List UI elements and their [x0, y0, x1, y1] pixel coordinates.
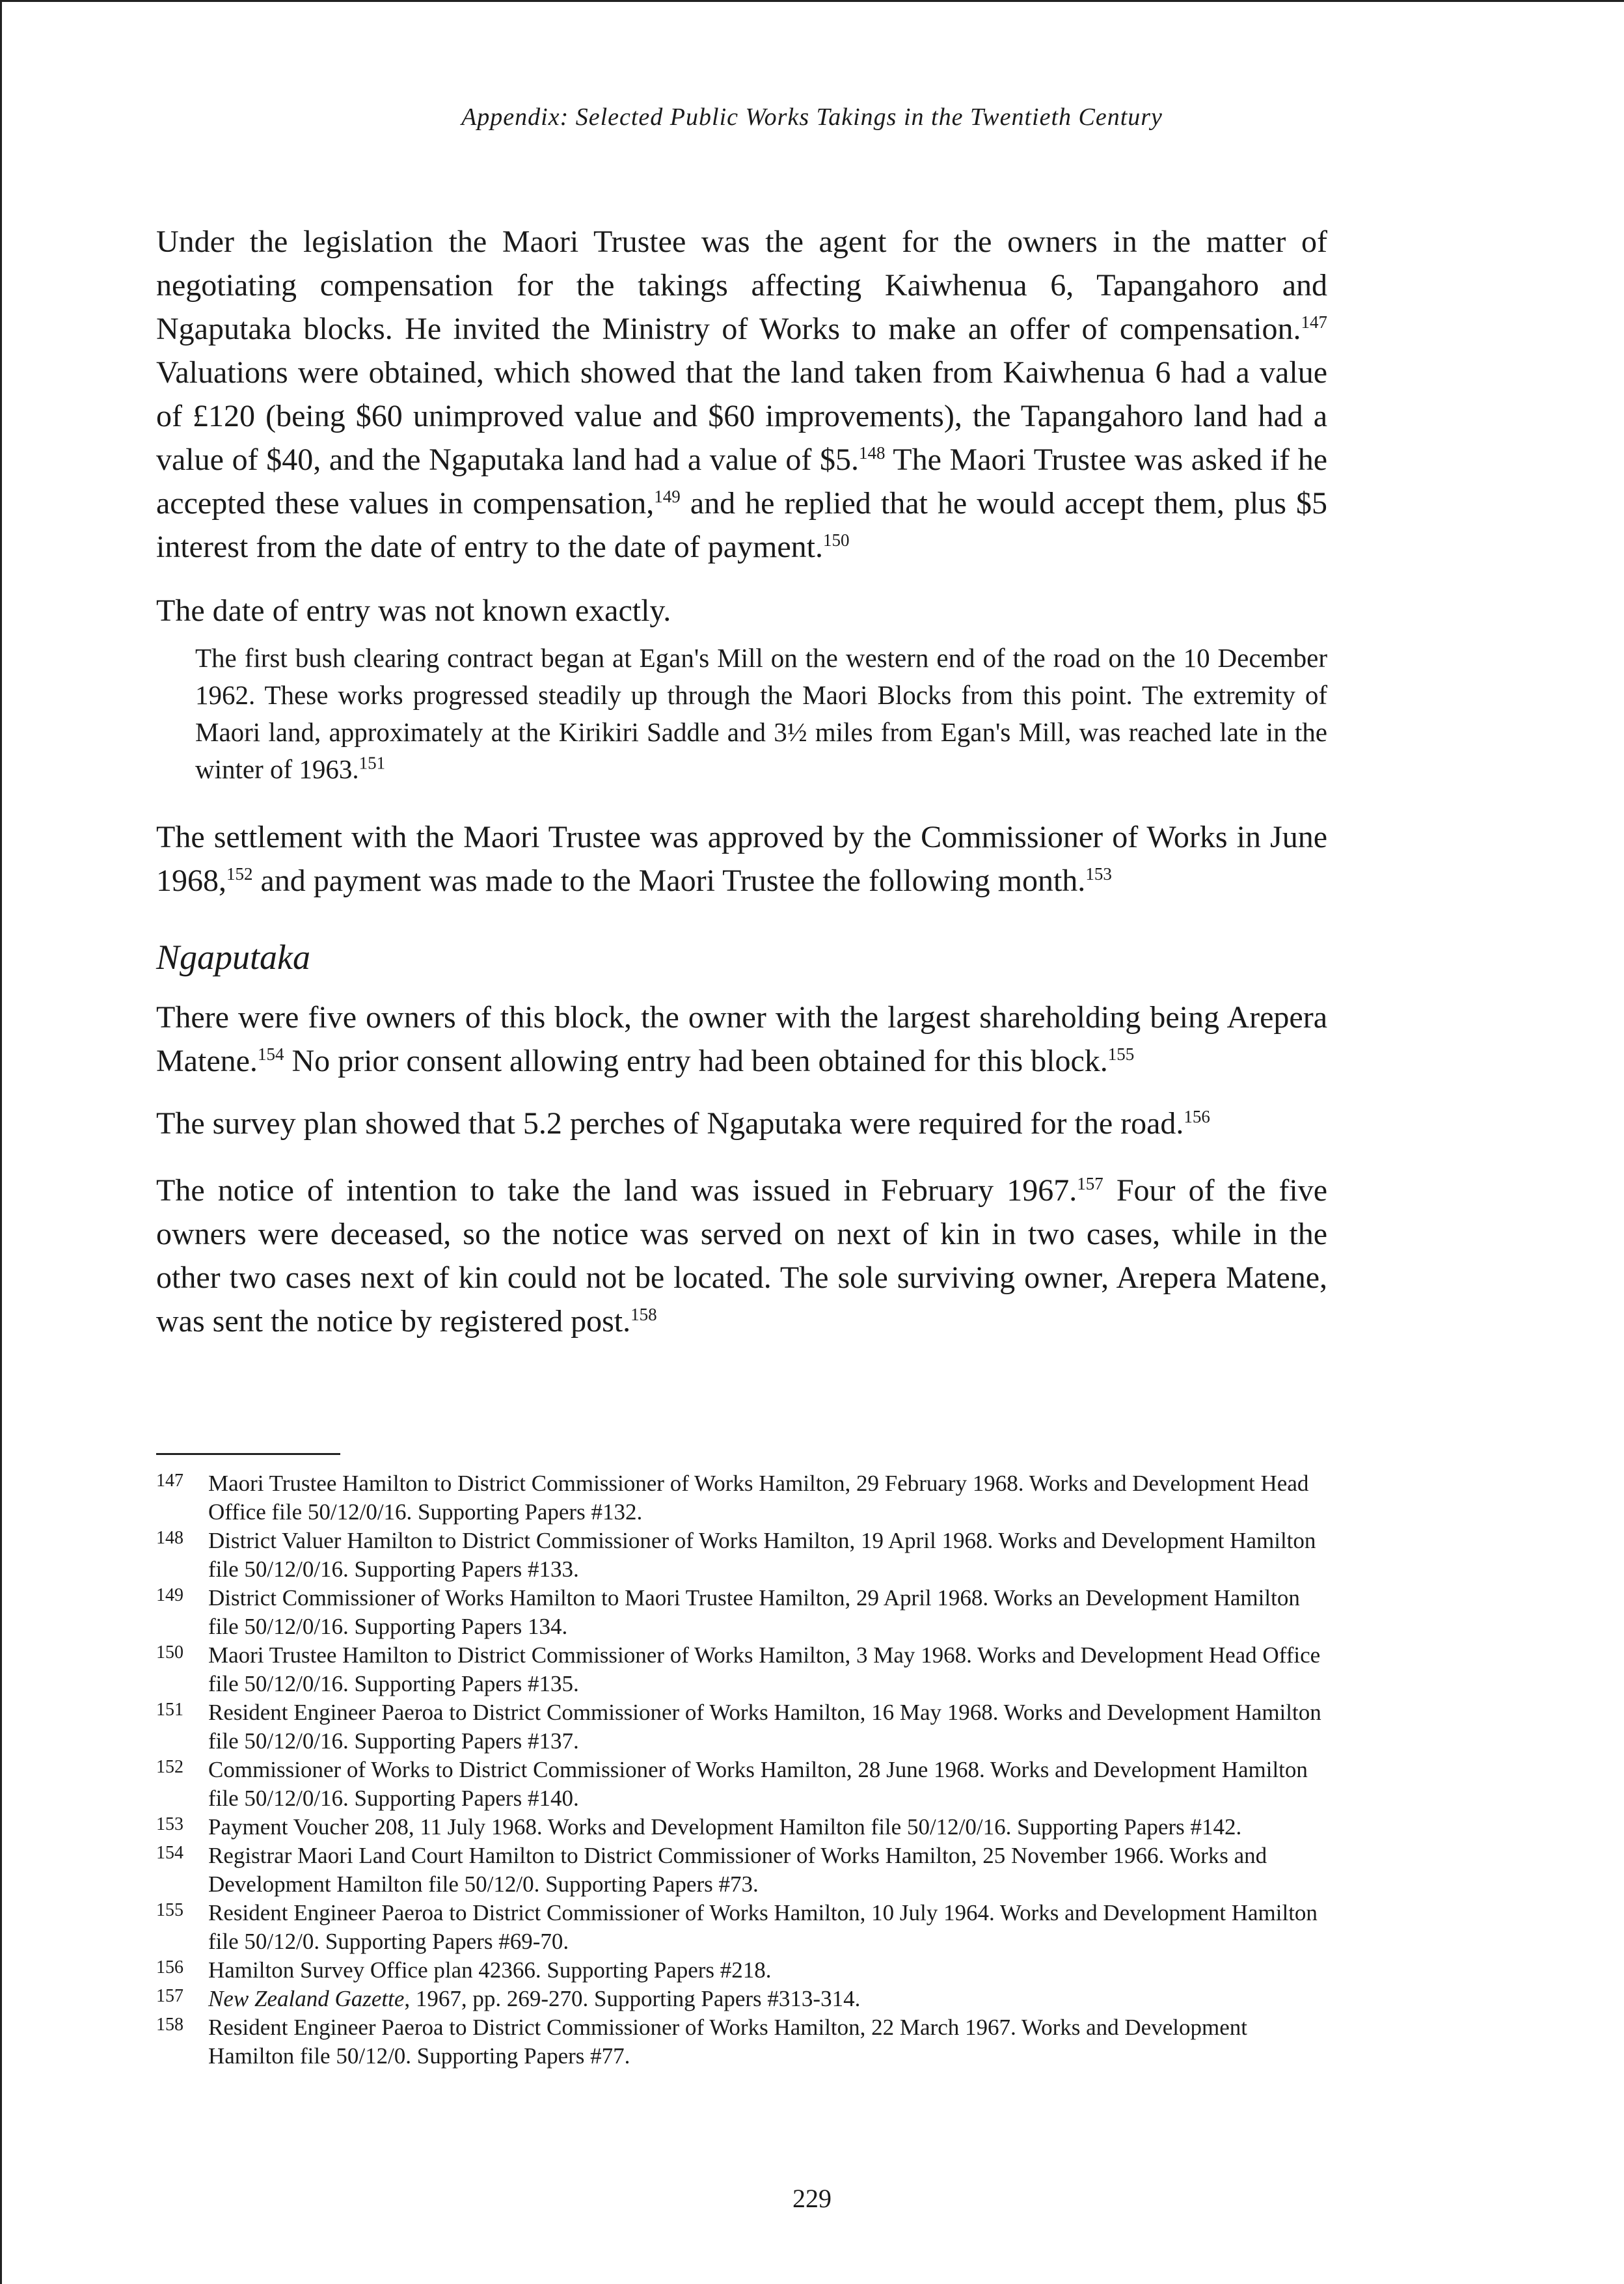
p1-text-b: Valuations were obtained, which showed that the land taken from Kaiwhenua 6 had a value of £120 (being $60 unimproved value and $60 improvements), the Tapangahoro land had a value of $40, and the Ngaputaka land had a value of $5. [156, 355, 1327, 477]
p5-text-a: The survey plan showed that 5.2 perches of Ngaputaka were required for the road. [156, 1106, 1184, 1141]
footnote-number: 149 [156, 1585, 183, 1605]
p1-text-a: Under the legislation the Maori Trustee was the agent for the owners in the matter of negotiating compensation for the takings affecting Kaiwhenua 6, Tapangahoro and Ngaputaka blocks. He invited the Ministry of Works to make an offer of compensation. [156, 224, 1327, 346]
footnote [156, 1469, 1327, 1527]
footnote-ref-156[interactable]: 156 [1184, 1107, 1210, 1126]
footnote-ref-152[interactable]: 152 [226, 864, 253, 884]
paragraph-settlement [156, 815, 1327, 903]
footnote-number: 151 [156, 1700, 183, 1720]
footnote-text-rest: , 1967, pp. 269-270. Supporting Papers #313-314. [404, 1986, 861, 2011]
paragraph-notice [156, 1169, 1327, 1343]
footnote-number: 148 [156, 1528, 183, 1548]
p3-text-a: The settlement with the Maori Trustee was approved by the Commissioner of Works in June 1968, [156, 820, 1327, 898]
footnote-text: Maori Trustee Hamilton to District Commissioner of Works Hamilton, 3 May 1968. Works and Development Head Office file 50/12/0/16. Supporting Papers #135. [208, 1642, 1321, 1696]
footnote-ref-157[interactable]: 157 [1077, 1174, 1103, 1193]
footnote [156, 1899, 1327, 1956]
section-heading: Ngaputaka [156, 938, 310, 977]
footnote [156, 1641, 1327, 1698]
footnote-text: Resident Engineer Paeroa to District Commissioner of Works Hamilton, 16 May 1968. Works and Development Hamilton file 50/12/0/16. Supporting Papers #137. [208, 1700, 1321, 1754]
paragraph-survey-plan [156, 1102, 1327, 1145]
p3-text-b: and payment was made to the Maori Trustee the following month. [252, 863, 1086, 898]
section-heading-ngaputaka [156, 934, 1327, 980]
footnote [156, 1956, 1327, 1985]
footnote-number: 156 [156, 1957, 183, 1978]
footnote-number: 154 [156, 1843, 183, 1863]
footnote-number: 155 [156, 1900, 183, 1920]
footnote-ref-153[interactable]: 153 [1085, 864, 1112, 884]
footnote-text: Registrar Maori Land Court Hamilton to District Commissioner of Works Hamilton, 25 November 1966. Works and Development Hamilton file 50/12/0. Supporting Papers #73. [208, 1843, 1267, 1897]
footnote-text: Payment Voucher 208, 11 July 1968. Works and Development Hamilton file 50/12/0/16. Supporting Papers #142. [208, 1814, 1242, 1840]
p4-text-b: No prior consent allowing entry had been obtained for this block. [284, 1044, 1108, 1078]
footnote-text: Resident Engineer Paeroa to District Commissioner of Works Hamilton, 22 March 1967. Works and Development Hamilton file 50/12/0. Supporting Papers #77. [208, 2015, 1247, 2069]
footnote-text: District Commissioner of Works Hamilton to Maori Trustee Hamilton, 29 April 1968. Works an Development Hamilton file 50/12/0/16. Supporting Papers 134. [208, 1585, 1300, 1639]
footnote-text: Resident Engineer Paeroa to District Commissioner of Works Hamilton, 10 July 1964. Works and Development Hamilton file 50/12/0. Supporting Papers #69-70. [208, 1900, 1318, 1954]
p6-text-a: The notice of intention to take the land was issued in February 1967. [156, 1173, 1077, 1208]
paragraph-compensation [156, 220, 1327, 569]
footnote-text: Commissioner of Works to District Commissioner of Works Hamilton, 28 June 1968. Works and Development Hamilton file 50/12/0/16. Supporting Papers #140. [208, 1757, 1308, 1811]
footnote-italic-title: New Zealand Gazette [208, 1986, 405, 2011]
footnote-text [208, 1985, 1327, 2013]
block-quote [156, 640, 1327, 788]
footnote [156, 1698, 1327, 1756]
footnotes [156, 1469, 1327, 2071]
footnote-ref-150[interactable]: 150 [822, 530, 850, 550]
p6-text-b: Four of the five owners were deceased, so the notice was served on next of kin in two cases, while in the other two cases next of kin could not be located. The sole surviving owner, Arepera Matene, was sent the notice by registered post. [156, 1173, 1327, 1339]
footnote [156, 1527, 1327, 1584]
p1-text-c: The Maori Trustee was asked if he accepted these values in compensation, [156, 442, 1327, 521]
p1-text-d: and he replied that he would accept them, plus $5 interest from the date of entry to the date of payment. [156, 486, 1328, 564]
quote-text: The first bush clearing contract began at Egan's Mill on the western end of the road on the 10 December 1962. These works progressed steadily up through the Maori Blocks from this point. The extremity of Maori land, approximately at the Kirikiri Saddle and 3½ miles from Egan's Mill, was reached late in the winter of 1963. [195, 643, 1327, 784]
footnote [156, 1842, 1327, 1899]
p4-text-a: There were five owners of this block, the owner with the largest shareholding being Arepera Matene. [156, 1000, 1327, 1078]
footnote-divider [156, 1453, 340, 1455]
footnote-ref-149[interactable]: 149 [654, 487, 681, 506]
footnote-text: District Valuer Hamilton to District Commissioner of Works Hamilton, 19 April 1968. Works and Development Hamilton file 50/12/0/16. Supporting Papers #133. [208, 1528, 1316, 1582]
footnote-number: 153 [156, 1814, 183, 1834]
footnote [156, 1584, 1327, 1641]
page-number: 229 [792, 2184, 832, 2213]
p2-text: The date of entry was not known exactly. [156, 593, 671, 628]
footnote-number: 152 [156, 1757, 183, 1777]
footnote [156, 1985, 1327, 2013]
page-border-left [0, 0, 2, 2284]
paragraph-owners [156, 996, 1327, 1083]
footnote-number: 157 [156, 1986, 183, 2006]
footnote-number: 158 [156, 2015, 183, 2035]
footnote [156, 1813, 1327, 1842]
footnote-ref-148[interactable]: 148 [859, 443, 886, 463]
footnote-ref-158[interactable]: 158 [630, 1305, 657, 1324]
footnote-ref-154[interactable]: 154 [257, 1044, 284, 1064]
page-border-top [0, 0, 1624, 2]
footnote-ref-147[interactable]: 147 [1301, 312, 1327, 332]
footnote-number: 147 [156, 1471, 183, 1491]
footnote-text: Hamilton Survey Office plan 42366. Supporting Papers #218. [208, 1957, 772, 1983]
footnote-ref-151[interactable]: 151 [359, 753, 386, 773]
footnote-number: 150 [156, 1642, 183, 1663]
paragraph-date-of-entry [156, 589, 1327, 632]
footnote [156, 1756, 1327, 1813]
footnote-text: Maori Trustee Hamilton to District Commissioner of Works Hamilton, 29 February 1968. Works and Development Head Office file 50/12/0/16. Supporting Papers #132. [208, 1471, 1309, 1525]
footnote [156, 2013, 1327, 2071]
footnote-ref-155[interactable]: 155 [1107, 1044, 1135, 1064]
running-head: Appendix: Selected Public Works Takings in the Twentieth Century [461, 103, 1163, 131]
